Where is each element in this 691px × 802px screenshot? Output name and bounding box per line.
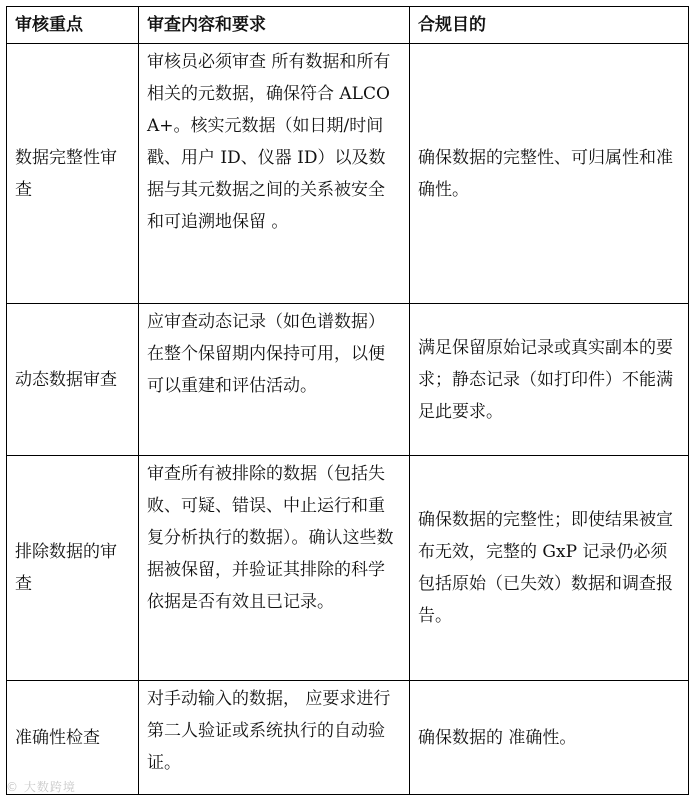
requirement-cell: 应审查动态记录（如色谱数据）在整个保留期内保持可用，以便可以重建和评估活动。 [139,304,410,456]
focus-cell: 准确性检查 [7,681,139,795]
requirement-cell: 对手动输入的数据， 应要求进行第二人验证或系统执行的自动验证。 [139,681,410,795]
table-row [7,44,689,304]
purpose-cell: 确保数据的完整性；即使结果被宣布无效，完整的 GxP 记录仍必须包括原始（已失效）数据和调查报告。 [410,456,689,681]
purpose-cell: 满足保留原始记录或真实副本的要求；静态记录（如打印件）不能满足此要求。 [410,304,689,456]
header-row [7,7,689,44]
purpose-cell: 确保数据的完整性、可归属性和准确性。 [410,44,689,304]
table-row [7,681,689,795]
purpose-cell: 确保数据的 准确性。 [410,681,689,795]
header-purpose: 合规目的 [410,7,689,44]
review-table [6,6,689,795]
focus-cell: 动态数据审查 [7,304,139,456]
watermark: © 大数跨境 [6,780,76,794]
focus-cell: 排除数据的审查 [7,456,139,681]
requirement-cell: 审核员必须审查 所有数据和所有相关的元数据，确保符合 ALCOA+。核实元数据（如日期/时间戳、用户 ID、仪器 ID）以及数据与其元数据之间的关系被安全和可追溯地保留 。 [139,44,410,304]
header-requirement: 审查内容和要求 [139,7,410,44]
table-row [7,304,689,456]
header-focus: 审核重点 [7,7,139,44]
focus-cell: 数据完整性审查 [7,44,139,304]
table-row [7,456,689,681]
requirement-cell: 审查所有被排除的数据（包括失败、可疑、错误、中止运行和重复分析执行的数据）。确认这些数据被保留，并验证其排除的科学依据是否有效且已记录。 [139,456,410,681]
